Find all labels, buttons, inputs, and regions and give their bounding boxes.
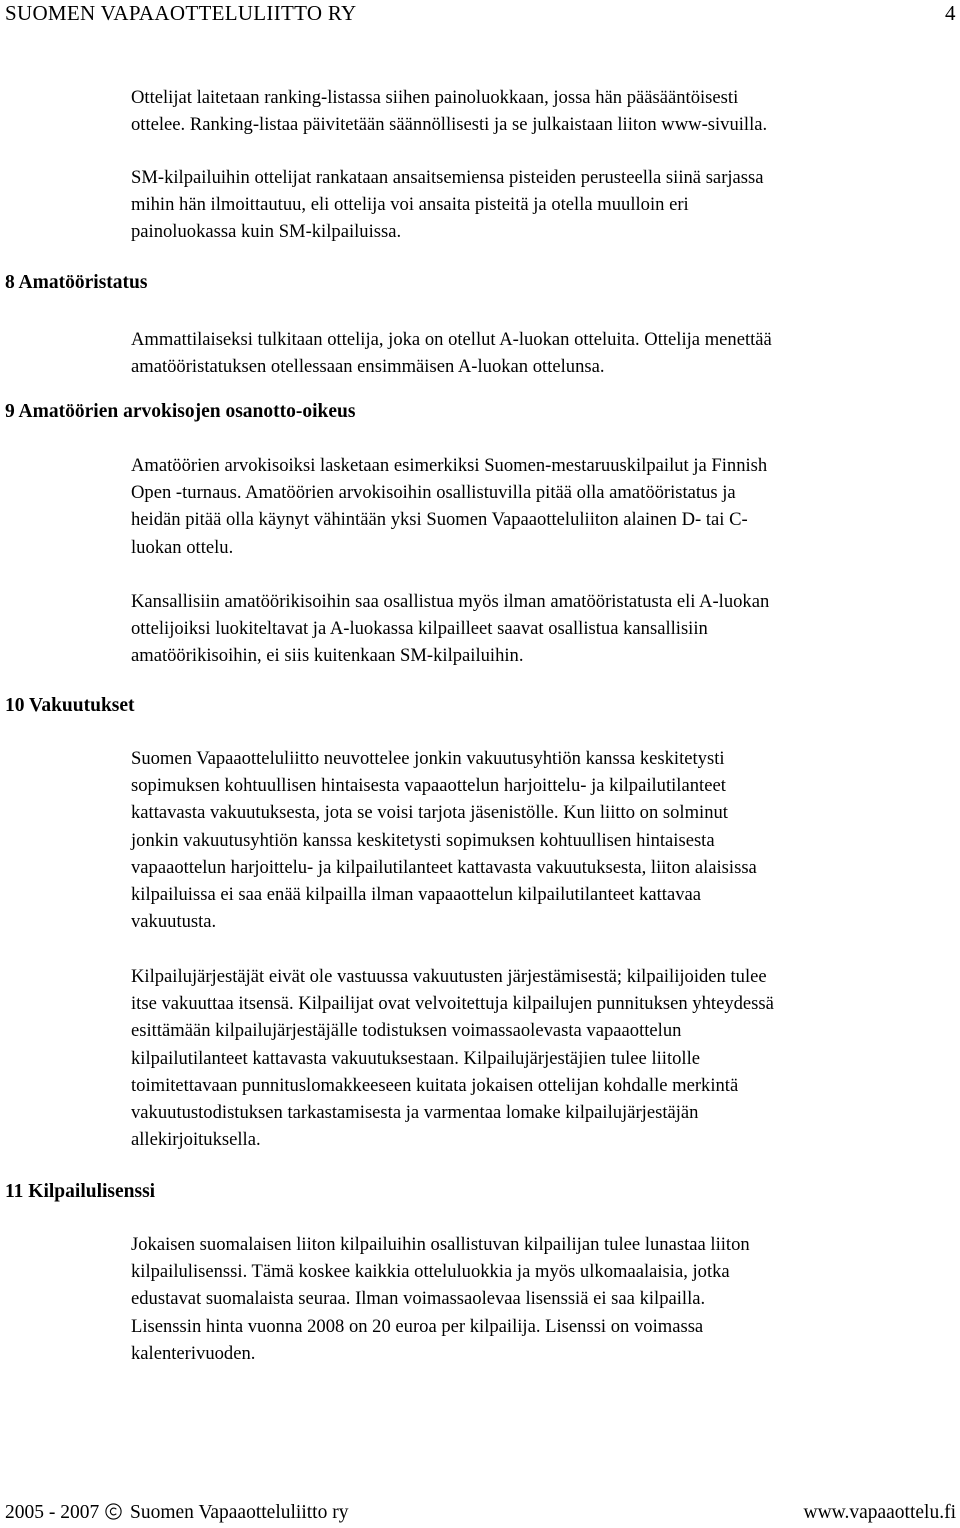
text-line: kattavasta vakuutuksesta, jota se voisi tarjota jäsenistölle. Kun liitto on solminut (131, 802, 728, 824)
text-line: Jokaisen suomalaisen liiton kilpailuihin osallistuvan kilpailijan tulee lunastaa liiton (131, 1234, 750, 1255)
text-line: allekirjoituksella. (131, 1129, 261, 1151)
section-heading-8: 8 Amatööristatus (5, 272, 148, 293)
text-line: ottelijoiksi luokiteltavat ja A-luokassa kilpailleet saavat osallistua kansallisiin (131, 618, 708, 640)
footer-years: 2005 - 2007 (5, 1502, 100, 1523)
text-line: kalenterivuoden. (131, 1342, 256, 1364)
paragraph-amateur-events-2 (131, 588, 957, 670)
paragraph-insurance-1 (131, 745, 957, 935)
text-line: kilpailutilanteet kattavasta vakuutuksestaan. Kilpailujärjestäjien tulee liitolle (131, 1047, 700, 1069)
page-header-title: SUOMEN VAPAAOTTELULIITTO RY (5, 1, 357, 25)
text-line: painoluokassa kuin SM-kilpailuissa. (131, 221, 402, 243)
text-line: mihin hän ilmoittautuu, eli ottelija voi ansaita pisteitä ja otella muulloin eri (131, 194, 689, 216)
text-line: SM-kilpailuihin ottelijat rankataan ansaitsemiensa pisteiden perusteella siinä sarjassa (131, 167, 764, 188)
text-line: Ammattilaiseksi tulkitaan ottelija, joka on otellut A-luokan otteluita. Ottelija menettää (131, 329, 772, 350)
text-line: kilpailuissa ei saa enää kilpailla ilman vapaaottelun kilpailutilanteet kattavaa (131, 884, 701, 906)
footer-copyright (5, 1500, 348, 1526)
text-line: heidän pitää olla käynyt vähintään yksi Suomen Vapaaotteluliiton alainen D- tai C- (131, 509, 748, 531)
text-line: Open -turnaus. Amatöörien arvokisoihin osallistuvilla pitää olla amatööristatus ja (131, 482, 736, 504)
text-line: luokan ottelu. (131, 536, 234, 558)
footer-organization: Suomen Vapaaotteluliitto ry (130, 1502, 349, 1523)
paragraph-amateur-events-1 (131, 452, 957, 561)
paragraph-ranking (131, 84, 957, 138)
text-line: ottelee. Ranking-listaa päivitetään säännöllisesti ja se julkaistaan liiton www-sivuilla. (131, 114, 768, 136)
text-line: amatööristatuksen otellessaan ensimmäisen A-luokan ottelunsa. (131, 356, 605, 378)
text-line: Suomen Vapaaotteluliitto neuvottelee jonkin vakuutusyhtiön kanssa keskitetysti (131, 748, 725, 769)
text-line: Amatöörien arvokisoiksi lasketaan esimerkiksi Suomen-mestaruuskilpailut ja Finnish (131, 455, 768, 476)
section-heading-9: 9 Amatöörien arvokisojen osanotto-oikeus (5, 401, 356, 422)
section-heading-11: 11 Kilpailulisenssi (5, 1181, 156, 1202)
text-line: jonkin vakuutusyhtiön kanssa keskitetysti sopimuksen kohtuullisen hintaisesta (131, 829, 715, 851)
text-line: vapaaottelun harjoittelu- ja kilpailutilanteet kattavasta vakuutuksesta, liiton alaisissa (131, 856, 757, 878)
text-line: Kansallisiin amatöörikisoihin saa osallistua myös ilman amatööristatusta eli A-luokan (131, 591, 770, 612)
text-line: edustavat suomalaista seuraa. Ilman voimassaolevaa lisenssiä ei saa kilpailla. (131, 1288, 706, 1310)
text-line: Kilpailujärjestäjät eivät ole vastuussa vakuutusten järjestämisestä; kilpailijoiden tulee (131, 966, 767, 987)
text-line: itse vakuuttaa itsensä. Kilpailijat ovat velvoitettuja kilpailujen punnituksen yhteydessä (131, 993, 774, 1015)
copyright-icon (105, 1502, 122, 1519)
text-line: amatöörikisoihin, ei siis kuitenkaan SM-kilpailuihin. (131, 645, 524, 667)
footer-website-link[interactable]: www.vapaaottelu.fi (803, 1502, 956, 1523)
section-heading-10: 10 Vakuutukset (5, 695, 135, 716)
text-line: vakuutustodistuksen tarkastamisesta ja varmentaa lomake kilpailujärjestäjän (131, 1102, 699, 1124)
text-line: vakuutusta. (131, 911, 217, 933)
text-line: kilpailulisenssi. Tämä koskee kaikkia otteluluokkia ja myös ulkomaalaisia, jotka (131, 1261, 730, 1283)
paragraph-insurance-2 (131, 963, 957, 1153)
paragraph-amateur-status (131, 326, 957, 380)
text-line: sopimuksen kohtuullisen hintaisesta vapaaottelun harjoittelu- ja kilpailutilanteet (131, 775, 726, 797)
paragraph-license (131, 1231, 957, 1367)
text-line: toimitettavaan punnituslomakkeeseen kuitata jokaisen ottelijan kohdalle merkintä (131, 1074, 739, 1096)
page-number: 4 (945, 1, 956, 25)
text-line: Ottelijat laitetaan ranking-listassa siihen painoluokkaan, jossa hän pääsääntöisesti (131, 87, 739, 108)
text-line: esittämään kilpailujärjestäjälle todistuksen voimassaolevasta vapaaottelun (131, 1020, 682, 1042)
text-line: Lisenssin hinta vuonna 2008 on 20 euroa per kilpailija. Lisenssi on voimassa (131, 1315, 704, 1337)
paragraph-sm-ranking (131, 164, 957, 246)
